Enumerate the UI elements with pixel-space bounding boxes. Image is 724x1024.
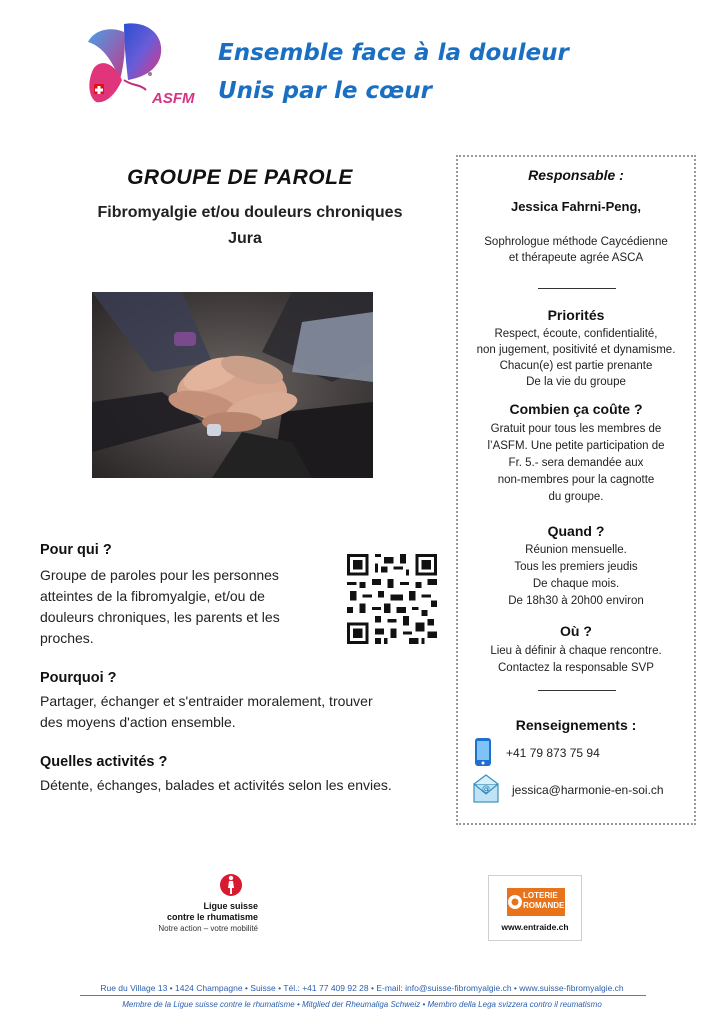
- section-heading-activites: Quelles activités ?: [40, 754, 168, 770]
- text-line: douleurs chroniques, les parents et les: [40, 609, 280, 625]
- cout-heading: Combien ça coûte ?: [509, 401, 643, 417]
- text-line: des moyens d'action ensemble.: [40, 714, 236, 730]
- footer-divider: [80, 995, 646, 996]
- text-line: l’ASFM. Une petite participation de: [487, 440, 665, 452]
- email-address[interactable]: jessica@harmonie-en-soi.ch: [512, 783, 664, 797]
- page-title: GROUPE DE PAROLE: [127, 166, 353, 189]
- section-text-pourquoi: [40, 691, 440, 733]
- text-line: atteintes de la fibromyalgie, et/ou de: [40, 588, 265, 604]
- quand-heading: Quand ?: [547, 523, 605, 539]
- quand-text: [460, 542, 692, 610]
- text-line: Groupe de paroles pour les personnes: [40, 567, 279, 583]
- ligue-line1: Ligue suisse: [203, 901, 258, 911]
- priorites-heading: Priorités: [547, 307, 605, 323]
- text-line: De chaque mois.: [532, 578, 620, 590]
- text-line: et thérapeute agrée ASCA: [508, 252, 644, 264]
- ligue-suisse-logo: [145, 872, 270, 938]
- mail-icon: [472, 774, 500, 804]
- text-line: Sophrologue méthode Caycédienne: [484, 236, 668, 248]
- text-line: non jugement, positivité et dynamisme.: [476, 344, 676, 356]
- section-heading-pourquoi: Pourquoi ?: [40, 670, 117, 686]
- loterie-romande-logo: [488, 875, 582, 941]
- text-line: Détente, échanges, balades et activités selon les envies.: [40, 777, 392, 793]
- divider: [538, 288, 616, 289]
- text-line: Partager, échanger et s'entraider moralement, trouver: [40, 693, 373, 709]
- text-line: Fr. 5.- sera demandée aux: [508, 457, 644, 469]
- cout-text: [460, 421, 692, 506]
- ligue-figure-icon: [220, 872, 242, 898]
- asfm-logo-text: ASFM: [152, 90, 195, 107]
- region: Jura: [228, 230, 262, 247]
- footer-address: Rue du Village 13 • 1424 Champagne • Suisse • Tél.: +41 77 409 92 28 • E-mail: info@suisse-fibromyalgie.ch • www.suisse-fibromyalgie.ch: [100, 983, 624, 993]
- priorites-text: [460, 326, 692, 390]
- phone-number[interactable]: +41 79 873 75 94: [506, 746, 600, 760]
- phone-icon: [474, 737, 492, 767]
- section-heading-pour-qui: Pour qui ?: [40, 542, 112, 558]
- text-line: du groupe.: [548, 491, 604, 503]
- text-line: De 18h30 à 20h00 environ: [508, 595, 644, 607]
- ou-text: [460, 643, 692, 677]
- text-line: proches.: [40, 630, 94, 646]
- text-line: Tous les premiers jeudis: [514, 561, 638, 573]
- tagline-line1: Ensemble face à la douleur: [218, 40, 569, 66]
- subtitle: Fibromyalgie et/ou douleurs chroniques: [97, 204, 403, 221]
- divider: [538, 690, 616, 691]
- loterie-url[interactable]: www.entraide.ch: [501, 922, 569, 932]
- footer-membership: Membre de la Ligue suisse contre le rhumatisme • Mitglied der Rheumaliga Schweiz • Membro della Lega svizzera contro il reumatismo: [122, 1000, 602, 1009]
- text-line: Gratuit pour tous les membres de: [490, 423, 662, 435]
- text-line: non-membres pour la cagnotte: [497, 474, 655, 486]
- qr-code[interactable]: [347, 554, 437, 644]
- renseignements-heading: Renseignements :: [515, 717, 637, 733]
- responsable-desc: [460, 234, 692, 266]
- text-line: Contactez la responsable SVP: [498, 662, 654, 674]
- text-line: Respect, écoute, confidentialité,: [494, 328, 658, 340]
- section-text-pour-qui: [40, 565, 322, 649]
- loterie-line1: LOTERIE: [523, 891, 558, 900]
- text-line: De la vie du groupe: [526, 376, 626, 388]
- text-line: Lieu à définir à chaque rencontre.: [490, 645, 662, 657]
- ou-heading: Où ?: [560, 623, 592, 639]
- hands-photo: [92, 292, 373, 478]
- responsable-name: Jessica Fahrni-Peng,: [510, 199, 642, 214]
- text-line: Réunion mensuelle.: [525, 544, 627, 556]
- text-line: Chacun(e) est partie prenante: [499, 360, 653, 372]
- svg-text:@: @: [482, 784, 490, 793]
- section-text-activites: [40, 775, 440, 796]
- ligue-line2: contre le rhumatisme: [166, 912, 258, 922]
- ligue-line3: Notre action – votre mobilité: [158, 924, 258, 933]
- loterie-line2: ROMANDE: [523, 901, 565, 910]
- responsable-heading: Responsable :: [528, 167, 624, 183]
- tagline-line2: Unis par le cœur: [218, 78, 432, 104]
